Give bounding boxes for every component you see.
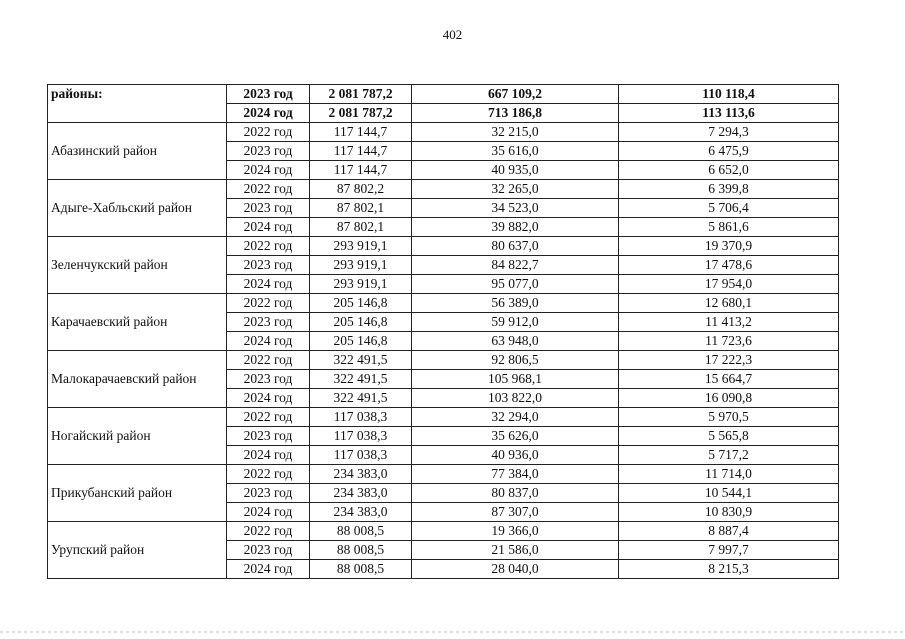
value-cell-3: 8 887,4 — [619, 522, 839, 541]
value-cell-2: 80 837,0 — [412, 484, 619, 503]
district-row — [48, 294, 839, 313]
value-cell-2: 77 384,0 — [412, 465, 619, 484]
value-cell-2: 35 626,0 — [412, 427, 619, 446]
scan-edge-noise — [0, 631, 905, 633]
value-cell-3: 16 090,8 — [619, 389, 839, 408]
value-cell-1: 234 383,0 — [310, 484, 412, 503]
value-cell-2: 35 616,0 — [412, 142, 619, 161]
value-cell-1: 322 491,5 — [310, 370, 412, 389]
value-cell-3: 10 544,1 — [619, 484, 839, 503]
value-cell-1: 205 146,8 — [310, 332, 412, 351]
value-cell-2: 87 307,0 — [412, 503, 619, 522]
value-cell-3: 5 706,4 — [619, 199, 839, 218]
district-row — [48, 351, 839, 370]
district-row — [48, 180, 839, 199]
value-cell-3: 15 664,7 — [619, 370, 839, 389]
year-cell: 2022 год — [227, 237, 310, 256]
value-cell-3: 11 714,0 — [619, 465, 839, 484]
budget-table — [47, 84, 839, 579]
value-cell-3: 17 222,3 — [619, 351, 839, 370]
value-cell-1: 117 144,7 — [310, 161, 412, 180]
year-cell: 2024 год — [227, 446, 310, 465]
year-cell: 2023 год — [227, 85, 310, 104]
value-cell-1: 234 383,0 — [310, 465, 412, 484]
year-cell: 2023 год — [227, 313, 310, 332]
value-cell-2: 95 077,0 — [412, 275, 619, 294]
value-cell-2: 84 822,7 — [412, 256, 619, 275]
value-cell-1: 2 081 787,2 — [310, 85, 412, 104]
value-cell-2: 28 040,0 — [412, 560, 619, 579]
value-cell-1: 88 008,5 — [310, 541, 412, 560]
year-cell: 2024 год — [227, 104, 310, 123]
value-cell-3: 6 475,9 — [619, 142, 839, 161]
year-cell: 2024 год — [227, 389, 310, 408]
value-cell-1: 322 491,5 — [310, 351, 412, 370]
value-cell-3: 5 565,8 — [619, 427, 839, 446]
year-cell: 2022 год — [227, 180, 310, 199]
value-cell-1: 117 144,7 — [310, 123, 412, 142]
value-cell-1: 117 038,3 — [310, 427, 412, 446]
value-cell-1: 87 802,1 — [310, 199, 412, 218]
year-cell: 2024 год — [227, 275, 310, 294]
value-cell-2: 34 523,0 — [412, 199, 619, 218]
value-cell-1: 234 383,0 — [310, 503, 412, 522]
value-cell-1: 205 146,8 — [310, 313, 412, 332]
value-cell-2: 713 186,8 — [412, 104, 619, 123]
value-cell-2: 92 806,5 — [412, 351, 619, 370]
value-cell-2: 667 109,2 — [412, 85, 619, 104]
value-cell-3: 7 294,3 — [619, 123, 839, 142]
year-cell: 2024 год — [227, 161, 310, 180]
value-cell-1: 87 802,2 — [310, 180, 412, 199]
summary-row — [48, 85, 839, 104]
value-cell-2: 32 265,0 — [412, 180, 619, 199]
district-row — [48, 237, 839, 256]
value-cell-1: 293 919,1 — [310, 256, 412, 275]
year-cell: 2022 год — [227, 408, 310, 427]
value-cell-2: 40 935,0 — [412, 161, 619, 180]
district-row — [48, 465, 839, 484]
value-cell-3: 8 215,3 — [619, 560, 839, 579]
value-cell-2: 56 389,0 — [412, 294, 619, 313]
year-cell: 2022 год — [227, 522, 310, 541]
value-cell-1: 2 081 787,2 — [310, 104, 412, 123]
table-body — [48, 85, 839, 579]
year-cell: 2023 год — [227, 142, 310, 161]
district-row — [48, 522, 839, 541]
year-cell: 2024 год — [227, 218, 310, 237]
value-cell-1: 117 038,3 — [310, 446, 412, 465]
district-name: Малокарачаевский район — [48, 351, 227, 408]
value-cell-3: 10 830,9 — [619, 503, 839, 522]
value-cell-1: 117 038,3 — [310, 408, 412, 427]
year-cell: 2022 год — [227, 294, 310, 313]
value-cell-3: 113 113,6 — [619, 104, 839, 123]
value-cell-2: 40 936,0 — [412, 446, 619, 465]
value-cell-3: 5 717,2 — [619, 446, 839, 465]
value-cell-2: 19 366,0 — [412, 522, 619, 541]
value-cell-3: 17 478,6 — [619, 256, 839, 275]
value-cell-3: 5 861,6 — [619, 218, 839, 237]
value-cell-2: 105 968,1 — [412, 370, 619, 389]
value-cell-3: 5 970,5 — [619, 408, 839, 427]
district-name: Урупский район — [48, 522, 227, 579]
value-cell-2: 103 822,0 — [412, 389, 619, 408]
year-cell: 2023 год — [227, 199, 310, 218]
value-cell-2: 21 586,0 — [412, 541, 619, 560]
value-cell-2: 63 948,0 — [412, 332, 619, 351]
value-cell-3: 17 954,0 — [619, 275, 839, 294]
year-cell: 2023 год — [227, 256, 310, 275]
district-name: Зеленчукский район — [48, 237, 227, 294]
value-cell-1: 293 919,1 — [310, 237, 412, 256]
year-cell: 2023 год — [227, 427, 310, 446]
value-cell-3: 11 723,6 — [619, 332, 839, 351]
year-cell: 2023 год — [227, 484, 310, 503]
value-cell-2: 80 637,0 — [412, 237, 619, 256]
value-cell-1: 117 144,7 — [310, 142, 412, 161]
year-cell: 2024 год — [227, 503, 310, 522]
district-row — [48, 408, 839, 427]
value-cell-1: 88 008,5 — [310, 522, 412, 541]
district-name: Ногайский район — [48, 408, 227, 465]
value-cell-1: 205 146,8 — [310, 294, 412, 313]
district-row — [48, 123, 839, 142]
value-cell-3: 11 413,2 — [619, 313, 839, 332]
year-cell: 2022 год — [227, 351, 310, 370]
year-cell: 2024 год — [227, 332, 310, 351]
value-cell-1: 87 802,1 — [310, 218, 412, 237]
year-cell: 2022 год — [227, 123, 310, 142]
value-cell-3: 110 118,4 — [619, 85, 839, 104]
value-cell-2: 32 215,0 — [412, 123, 619, 142]
value-cell-3: 12 680,1 — [619, 294, 839, 313]
district-name: Адыге-Хабльский район — [48, 180, 227, 237]
value-cell-3: 7 997,7 — [619, 541, 839, 560]
value-cell-1: 88 008,5 — [310, 560, 412, 579]
value-cell-2: 39 882,0 — [412, 218, 619, 237]
year-cell: 2023 год — [227, 370, 310, 389]
value-cell-1: 293 919,1 — [310, 275, 412, 294]
value-cell-2: 59 912,0 — [412, 313, 619, 332]
value-cell-2: 32 294,0 — [412, 408, 619, 427]
summary-label: районы: — [48, 85, 227, 123]
year-cell: 2022 год — [227, 465, 310, 484]
year-cell: 2023 год — [227, 541, 310, 560]
district-name: Прикубанский район — [48, 465, 227, 522]
value-cell-3: 6 399,8 — [619, 180, 839, 199]
value-cell-3: 19 370,9 — [619, 237, 839, 256]
district-name: Абазинский район — [48, 123, 227, 180]
value-cell-3: 6 652,0 — [619, 161, 839, 180]
page-number: 402 — [442, 27, 463, 42]
year-cell: 2024 год — [227, 560, 310, 579]
district-name: Карачаевский район — [48, 294, 227, 351]
value-cell-1: 322 491,5 — [310, 389, 412, 408]
